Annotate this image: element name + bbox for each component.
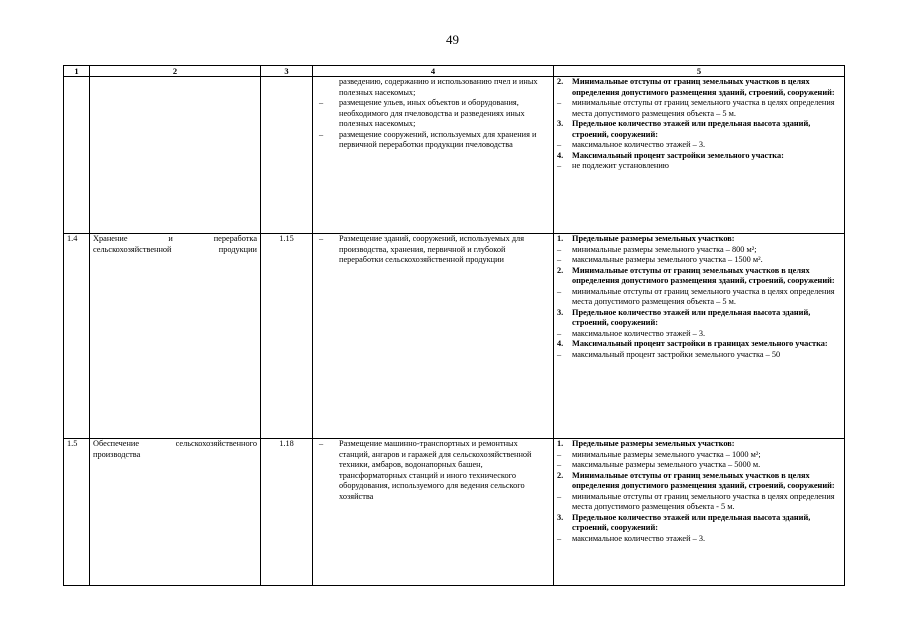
code-cell: 1.5 <box>64 439 90 586</box>
parameter-heading <box>557 266 841 287</box>
parameter-heading <box>557 513 841 534</box>
parameter-heading <box>557 77 841 98</box>
parameter-heading <box>557 119 841 140</box>
parameter-value-text: максимальное количество этажей – 3. <box>572 140 706 149</box>
number-marker: 4. <box>557 339 564 348</box>
dash-marker: – <box>557 98 562 107</box>
dash-marker: – <box>557 533 562 543</box>
parameter-heading-text: Минимальные отступы от границ земельных участков в целях определения допустимого размещения зданий, строений, сооружений: <box>572 77 835 97</box>
description-text: Размещение зданий, сооружений, используемых для производства, хранения, первичной и глубокой переработки сельскохозяйственной продукции <box>339 234 525 264</box>
number-marker: 2. <box>557 265 564 275</box>
name-text: Обеспечение сельскохозяйственного производства <box>93 439 257 459</box>
parameter-heading <box>557 471 841 492</box>
parameter-value-text: минимальные отступы от границ земельного участка в целях определения места допустимого размещения объекта - 5 м. <box>572 491 835 511</box>
number-marker: 4. <box>557 150 564 160</box>
parameter-value <box>557 98 841 119</box>
parameter-heading <box>557 151 841 162</box>
number-marker: 2. <box>557 470 564 480</box>
parameter-value <box>557 140 841 151</box>
header-cell: 2 <box>90 66 261 77</box>
parameter-heading <box>557 439 841 450</box>
number-marker: 3. <box>557 119 564 128</box>
name-cell <box>90 234 261 439</box>
parameter-value <box>557 255 841 266</box>
parameter-heading-text: Предельные размеры земельных участков: <box>572 234 735 243</box>
parameter-value-text: минимальные размеры земельного участка – 800 м²; <box>572 244 757 254</box>
dash-marker: – <box>557 161 562 170</box>
header-row <box>64 66 845 77</box>
parameter-value-text: минимальные отступы от границ земельного участка в целях определения места допустимого размещения объекта – 5 м. <box>572 286 835 306</box>
parameter-heading-text: Максимальный процент застройки в границах земельного участка: <box>572 339 828 348</box>
dash-marker: – <box>557 286 562 296</box>
description-text: размещение сооружений, используемых для хранения и первичной переработки продукции пчеловодства <box>339 129 537 149</box>
description-cell <box>313 439 554 586</box>
page-number: 49 <box>446 32 459 47</box>
parameter-value <box>557 492 841 513</box>
dash-marker: – <box>557 140 562 149</box>
dash-marker: – <box>319 234 324 243</box>
parameter-heading-text: Максимальный процент застройки земельного участка: <box>572 150 784 160</box>
classifier-code-cell: 1.18 <box>261 439 313 586</box>
description-item <box>316 77 550 98</box>
parameter-value <box>557 350 841 361</box>
parameter-value-text: максимальные размеры земельного участка – 1500 м². <box>572 255 763 264</box>
name-cell <box>90 77 261 234</box>
dash-marker: – <box>557 244 562 254</box>
parameter-value <box>557 287 841 308</box>
parameter-value-text: минимальные отступы от границ земельного участка в целях определения места допустимого размещения объекта – 5 м. <box>572 98 835 118</box>
number-marker: 2. <box>557 77 564 86</box>
parameter-value-text: максимальное количество этажей – 3. <box>572 328 706 338</box>
description-text: разведению, содержанию и использованию пчел и иных полезных насекомых; <box>339 77 538 97</box>
parameter-heading <box>557 308 841 329</box>
number-marker: 3. <box>557 307 564 317</box>
dash-marker: – <box>557 328 562 338</box>
dash-marker: – <box>319 129 324 139</box>
parameter-value-text: максимальное количество этажей – 3. <box>572 533 706 543</box>
number-marker: 1. <box>557 234 564 243</box>
description-item <box>316 98 550 130</box>
table-row <box>64 439 845 586</box>
parameter-value-text: максимальные размеры земельного участка – 5000 м. <box>572 460 761 469</box>
description-item <box>316 439 550 502</box>
parameter-heading-text: Предельное количество этажей или предельная высота зданий, строений, сооружений: <box>572 512 811 532</box>
description-cell <box>313 77 554 234</box>
parameter-value-text: максимальный процент застройки земельного участка – 50 <box>572 349 781 359</box>
header-cell: 4 <box>313 66 554 77</box>
parameter-heading-text: Минимальные отступы от границ земельных участков в целях определения допустимого размещения зданий, строений, сооружений: <box>572 265 835 285</box>
parameter-heading-text: Предельное количество этажей или предельная высота зданий, строений, сооружений: <box>572 307 811 327</box>
dash-marker: – <box>319 98 324 107</box>
parameter-value <box>557 245 841 256</box>
parameter-heading <box>557 234 841 245</box>
table-body <box>64 66 845 586</box>
parameter-value <box>557 329 841 340</box>
parameter-value <box>557 460 841 471</box>
parameter-heading-text: Предельное количество этажей или предельная высота зданий, строений, сооружений: <box>572 119 811 139</box>
parameters-cell <box>554 439 845 586</box>
parameter-value <box>557 450 841 461</box>
header-cell: 3 <box>261 66 313 77</box>
name-cell <box>90 439 261 586</box>
name-text: Хранение и переработка сельскохозяйственной продукции <box>93 234 257 254</box>
dash-marker: – <box>319 439 324 448</box>
parameter-value <box>557 534 841 545</box>
dash-marker: – <box>557 491 562 501</box>
dash-marker: – <box>557 460 562 469</box>
parameters-cell <box>554 77 845 234</box>
description-text: Размещение машинно-транспортных и ремонтных станций, ангаров и гаражей для сельскохозяйственной техники, амбаров, водонапорных башен, трансформаторных станций и иного технического оборудования, используемого для ведения сельского хозяйства <box>339 439 532 501</box>
table-row <box>64 77 845 234</box>
classifier-code-cell <box>261 77 313 234</box>
number-marker: 1. <box>557 439 564 448</box>
parameter-heading <box>557 339 841 350</box>
parameter-heading-text: Минимальные отступы от границ земельных участков в целях определения допустимого размещения зданий, строений, сооружений: <box>572 470 835 490</box>
header-cell: 5 <box>554 66 845 77</box>
dash-marker: – <box>557 449 562 459</box>
parameter-value <box>557 161 841 172</box>
parameters-cell <box>554 234 845 439</box>
description-item <box>316 130 550 151</box>
description-text: размещение ульев, иных объектов и оборудования, необходимого для пчеловодства и разведениях иных полезных насекомых; <box>339 98 525 128</box>
classifier-code-cell: 1.15 <box>261 234 313 439</box>
parameter-heading-text: Предельные размеры земельных участков: <box>572 439 735 448</box>
code-cell <box>64 77 90 234</box>
description-cell <box>313 234 554 439</box>
description-item <box>316 234 550 266</box>
regulations-table <box>63 65 845 586</box>
table-row <box>64 234 845 439</box>
parameter-value-text: не подлежит установлению <box>572 161 670 170</box>
number-marker: 3. <box>557 512 564 522</box>
dash-marker: – <box>557 255 562 264</box>
dash-marker: – <box>557 349 562 359</box>
header-cell: 1 <box>64 66 90 77</box>
code-cell: 1.4 <box>64 234 90 439</box>
parameter-value-text: минимальные размеры земельного участка – 1000 м²; <box>572 449 761 459</box>
